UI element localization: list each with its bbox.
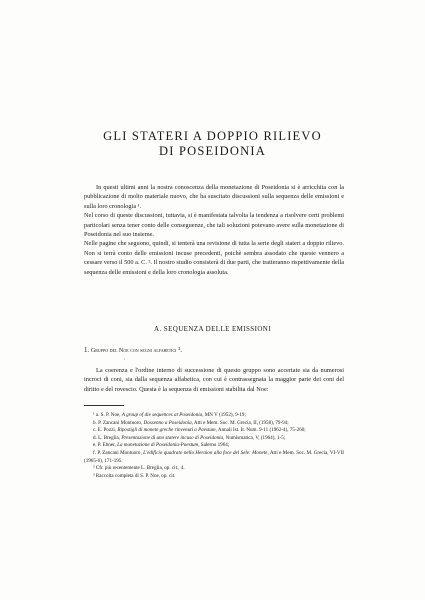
subsection-number: 1. <box>84 347 90 354</box>
article-title-line-1: GLI STATERI A DOPPIO RILIEVO <box>103 129 322 143</box>
footnote-1a: ¹ a. S. P. Noe, A group of die sequences at Poseidonia, MN V (1952), 9-19; <box>93 412 246 418</box>
intro-paragraph-3: Nelle pagine che seguono, quindi, si tenterà una revisione di tutta la serie degli stateri a doppio rilievo. Non si terrà conto delle emissioni incuse precedenti, poichè sembra assodato che queste vennero a cessare verso il 500 a. C. ². Il nostro studio consisterà di due parti, che tratteranno rispettivamente della sequenza delle emissioni e della loro cronologia assoluta. <box>84 240 344 276</box>
intro-paragraph-1: In questi ultimi anni la nostra conoscenza della monetazione di Poseidonia si è arricchita con la pubblicazione di molto materiale nuovo, che ha suscitato discussioni sulla sequenza delle emissioni e sulla loro cronologia ¹. <box>84 184 344 210</box>
footnote-1f: f. P. Zancani Montuoro, L'edificio quadrato nello Heraion alla foce del Sele: Monete, Atti e Mem. Soc. M. Grecia, VI-VII (1965-6), 171-195. <box>84 449 345 464</box>
stray-mark: ' <box>124 359 125 364</box>
footnote-1c: c. E. Pozzi, Ripostigli di monete greche rinvenuti a Paestum, Annali Ist. It. Num. 9-11 (1962-4), 75-260; <box>93 427 306 434</box>
section-paragraph: La coerenza e l'ordine interno di successione di questo gruppo sono accertate sia da numerosi incroci di coni, sia dalla sequenza alfabetica, con cui è contrassegnata la maggior parte dei coni del diritto e del rovescio. Questa è la sequenza di emissioni stabilita dal Noe: <box>84 367 344 393</box>
subsection-note-ref: ³. <box>178 347 182 354</box>
footnote-2: ² Cfr. più recentemente L. Breglia, op. cit., 4. <box>93 465 185 472</box>
intro-paragraph-2: Nel corso di queste discussioni, tuttavia, si è manifestata talvolta la tendenza a risolvere certi problemi particolari senza tener conto delle conseguenze, che tali soluzioni potevano avere sulla monetazione di Poseidonia nel suo insieme. <box>84 212 344 239</box>
footnote-divider <box>84 405 124 406</box>
article-title-line-2: DI POSEIDONIA <box>159 144 266 158</box>
footnotes <box>84 412 344 480</box>
section-heading: A. SEQUENZA DELLE EMISSIONI <box>154 325 271 333</box>
intro-text <box>84 183 344 277</box>
footnote-1b: b. P. Zancani Montuoro, Dossenno a Poseidonia, Atti e Mem. Soc. M. Grecia, II, (1958), 79-94; <box>93 419 289 426</box>
section-body <box>84 366 344 394</box>
footnote-1e: e. P. Ebner, La monetazione di Poseidonia-Paestum, Salerno 1964; <box>93 442 230 449</box>
subsection-title: Gruppo del Noe con segni alfabetici <box>90 348 177 354</box>
footnote-3: ³ Raccolta completa di S. P. Noe, op. cit. <box>93 472 176 479</box>
footnote-1d: d. L. Breglia, Presentazione di uno statere incuso di Poseidonia, Numismatica, V, (1964), 1-5; <box>93 434 286 441</box>
subsection-heading <box>84 347 182 354</box>
